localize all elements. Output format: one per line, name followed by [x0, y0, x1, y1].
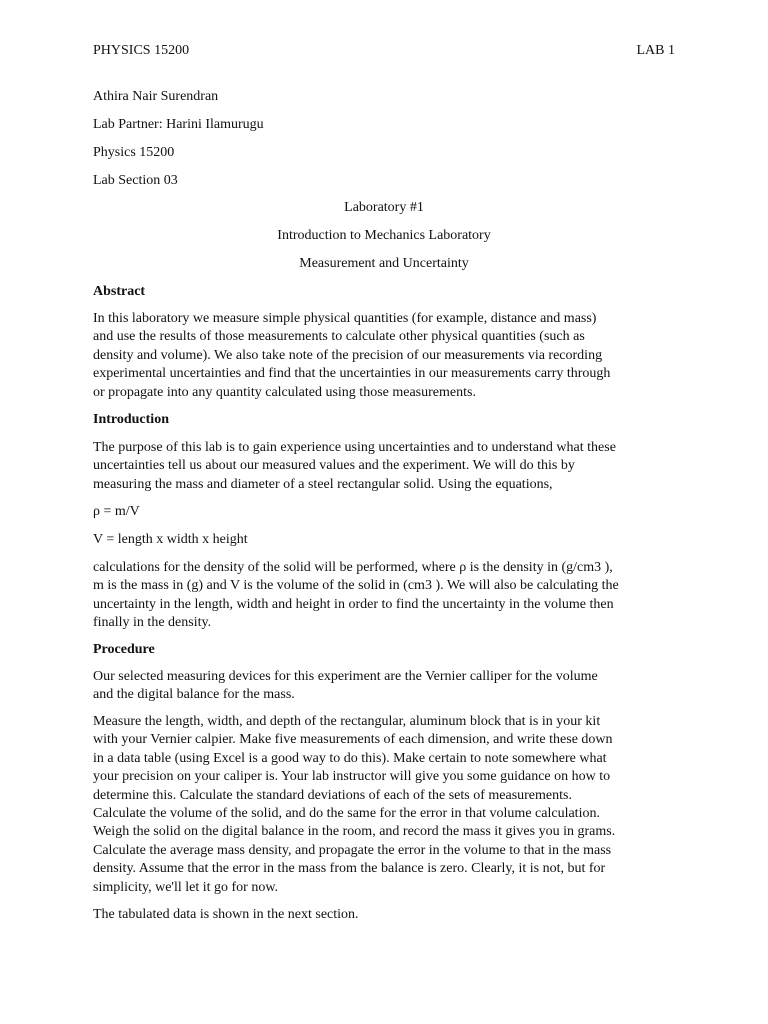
procedure-line: and the digital balance for the mass.	[93, 687, 295, 703]
lab-section: Lab Section 03	[93, 173, 178, 188]
procedure-line: determine this. Calculate the standard deviations of each of the sets of measurements.	[93, 787, 572, 803]
topic-title: Measurement and Uncertainty	[299, 256, 469, 271]
lab-number-title: Laboratory #1	[344, 200, 424, 215]
course-title: Introduction to Mechanics Laboratory	[277, 228, 491, 243]
author-name: Athira Nair Surendran	[93, 89, 219, 104]
introduction-continued-paragraph	[93, 559, 683, 633]
procedure-line: Our selected measuring devices for this experiment are the Vernier calliper for the volume	[93, 669, 598, 684]
introduction-line: calculations for the density of the solid will be performed, where ρ is the density in (g/cm3 ),	[93, 560, 613, 575]
introduction-line: uncertainty in the length, width and height in order to find the uncertainty in the volume then	[93, 596, 614, 612]
procedure-line: density. Assume that the error in the mass from the balance is zero. Clearly, it is not, but for	[93, 861, 606, 877]
abstract-line: density and volume). We also take note of the precision of our measurements via recording	[93, 347, 603, 363]
course-name: Physics 15200	[93, 145, 175, 160]
header-lab: LAB 1	[636, 43, 675, 58]
density-equation: ρ = m/V	[93, 504, 140, 519]
procedure-line: in a data table (using Excel is a good way to do this). Make certain to note somewhere what	[93, 750, 607, 766]
tabulated-data-note: The tabulated data is shown in the next section.	[93, 907, 359, 922]
procedure-line: Calculate the volume of the solid, and do the same for the error in that volume calculation.	[93, 806, 600, 822]
page-header	[93, 42, 675, 60]
procedure-paragraph-devices	[93, 668, 683, 705]
lab-partner: Lab Partner: Harini Ilamurugu	[93, 117, 264, 132]
abstract-line: experimental uncertainties and find that the uncertainties in our measurements carry through	[93, 366, 611, 382]
procedure-paragraph-steps	[93, 713, 683, 897]
abstract-heading: Abstract	[93, 284, 146, 299]
introduction-line: finally in the density.	[93, 615, 212, 631]
abstract-line: or propagate into any quantity calculated using those measurements.	[93, 384, 476, 400]
volume-equation: V = length x width x height	[93, 532, 248, 547]
introduction-line: uncertainties tell us about our measured values and the experiment. We will do this by	[93, 458, 575, 474]
abstract-paragraph	[93, 310, 683, 402]
procedure-line: Calculate the average mass density, and propagate the error in the volume to that in the mass	[93, 842, 612, 858]
abstract-line: and use the results of those measurements to calculate other physical quantities (such as	[93, 329, 585, 345]
procedure-line: simplicity, we'll let it go for now.	[93, 879, 279, 895]
introduction-line: m is the mass in (g) and V is the volume of the solid in (cm3 ). We will also be calculating the	[93, 578, 619, 594]
introduction-heading: Introduction	[93, 412, 169, 427]
procedure-line: Measure the length, width, and depth of the rectangular, aluminum block that is in your kit	[93, 714, 601, 729]
introduction-paragraph	[93, 439, 683, 494]
procedure-line: with your Vernier calpier. Make five measurements of each dimension, and write these down	[93, 732, 613, 748]
header-course: PHYSICS 15200	[93, 43, 190, 58]
introduction-line: The purpose of this lab is to gain experience using uncertainties and to understand what these	[93, 440, 616, 455]
introduction-line: measuring the mass and diameter of a steel rectangular solid. Using the equations,	[93, 476, 553, 492]
procedure-heading: Procedure	[93, 642, 155, 657]
procedure-line: your precision on your caliper is. Your lab instructor will give you some guidance on how to	[93, 769, 611, 785]
abstract-line: In this laboratory we measure simple physical quantities (for example, distance and mass)	[93, 311, 597, 326]
procedure-line: Weigh the solid on the digital balance in the room, and record the mass it gives you in grams.	[93, 824, 616, 840]
